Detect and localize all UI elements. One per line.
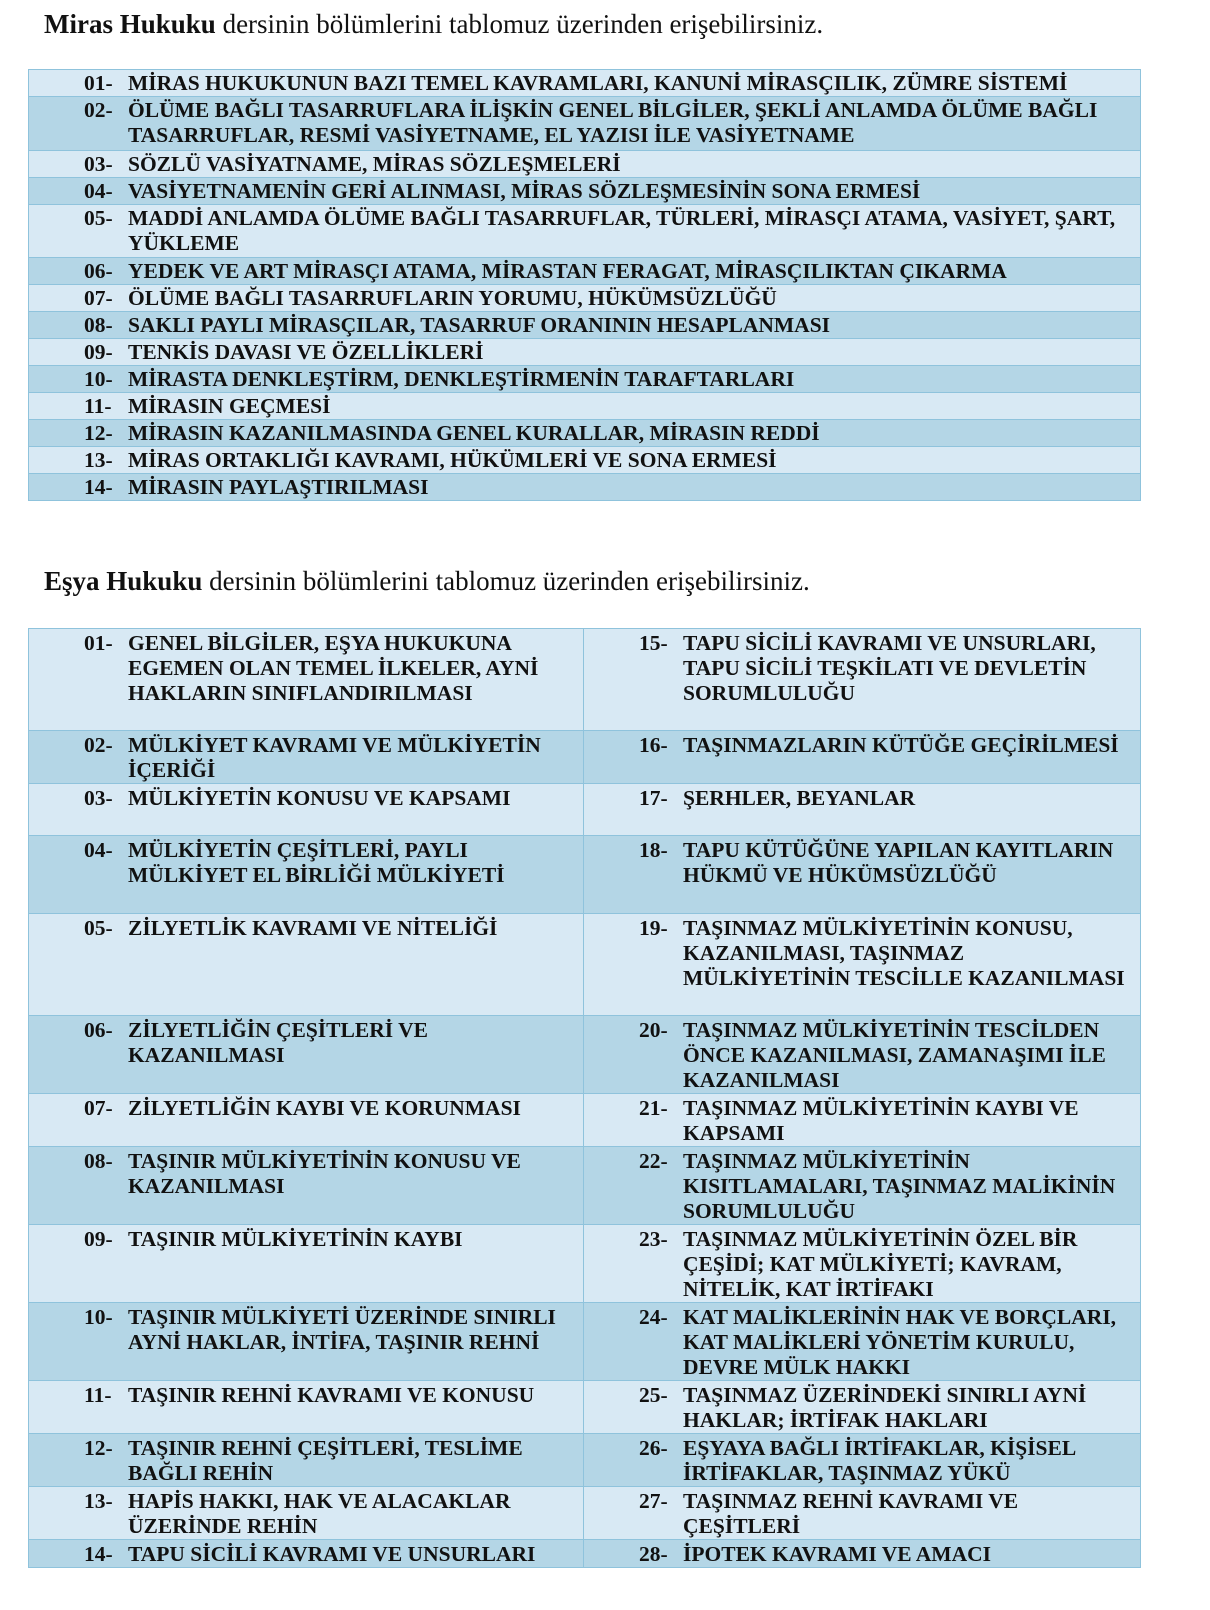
item-title: MİRASIN GEÇMESİ xyxy=(128,394,331,418)
item-number: 04- xyxy=(84,838,113,862)
item-title: TENKİS DAVASI VE ÖZELLİKLERİ xyxy=(128,340,484,364)
item-number: 26- xyxy=(639,1436,668,1460)
item-number: 06- xyxy=(84,1018,113,1042)
esya-item[interactable] xyxy=(29,731,584,784)
item-title: GENEL BİLGİLER, EŞYA HUKUKUNA EGEMEN OLAN TEMEL İLKELER, AYNİ HAKLARIN SINIFLANDIRILMASI xyxy=(128,631,539,705)
esya-contents-table xyxy=(28,628,1141,1568)
esya-item[interactable] xyxy=(584,1016,1141,1094)
item-number: 16- xyxy=(639,733,668,757)
esya-item[interactable] xyxy=(29,1225,584,1303)
esya-item[interactable] xyxy=(584,1094,1141,1147)
item-number: 12- xyxy=(84,1436,113,1460)
item-title: TAPU KÜTÜĞÜNE YAPILAN KAYITLARIN HÜKMÜ VE HÜKÜMSÜZLÜĞÜ xyxy=(683,838,1114,887)
item-title: ÖLÜME BAĞLI TASARRUFLARA İLİŞKİN GENEL BİLGİLER, ŞEKLİ ANLAMDA ÖLÜME BAĞLI TASARRUFLAR, RESMİ VASİYETNAME, EL YAZISI İLE VASİYETNAME xyxy=(128,98,1098,147)
item-number: 24- xyxy=(639,1305,668,1329)
item-title: TAŞINIR REHNİ ÇEŞİTLERİ, TESLİME BAĞLI REHİN xyxy=(128,1436,523,1485)
item-number: 08- xyxy=(84,1149,113,1173)
miras-item[interactable] xyxy=(29,97,1141,151)
item-number: 09- xyxy=(84,1227,113,1251)
item-number: 21- xyxy=(639,1096,668,1120)
item-number: 23- xyxy=(639,1227,668,1251)
esya-item[interactable] xyxy=(29,1487,584,1540)
item-number: 15- xyxy=(639,631,668,655)
item-title: TAŞINIR MÜLKİYETİNİN KAYBI xyxy=(128,1227,463,1251)
item-number: 13- xyxy=(84,1489,113,1513)
item-title: ZİLYETLİĞİN ÇEŞİTLERİ VE KAZANILMASI xyxy=(128,1018,428,1067)
miras-item[interactable] xyxy=(29,70,1141,97)
item-number: 08- xyxy=(84,313,113,337)
item-title: HAPİS HAKKI, HAK VE ALACAKLAR ÜZERİNDE REHİN xyxy=(128,1489,511,1538)
item-title: MÜLKİYET KAVRAMI VE MÜLKİYETİN İÇERİĞİ xyxy=(128,733,541,782)
miras-item[interactable] xyxy=(29,205,1141,258)
item-title: TAŞINMAZ REHNİ KAVRAMI VE ÇEŞİTLERİ xyxy=(683,1489,1019,1538)
item-number: 22- xyxy=(639,1149,668,1173)
item-title: SAKLI PAYLI MİRASÇILAR, TASARRUF ORANININ HESAPLANMASI xyxy=(128,313,831,337)
item-number: 27- xyxy=(639,1489,668,1513)
item-title: ŞERHLER, BEYANLAR xyxy=(683,786,916,810)
item-number: 11- xyxy=(84,394,112,418)
item-number: 12- xyxy=(84,421,113,445)
item-title: MİRASIN PAYLAŞTIRILMASI xyxy=(128,475,429,499)
item-number: 03- xyxy=(84,152,113,176)
item-number: 10- xyxy=(84,367,113,391)
item-title: EŞYAYA BAĞLI İRTİFAKLAR, KİŞİSEL İRTİFAKLAR, TAŞINMAZ YÜKÜ xyxy=(683,1436,1075,1485)
esya-item[interactable] xyxy=(29,1434,584,1487)
item-number: 19- xyxy=(639,916,668,940)
esya-item[interactable] xyxy=(29,629,584,731)
item-title: TAŞINMAZ MÜLKİYETİNİN KAYBI VE KAPSAMI xyxy=(683,1096,1079,1145)
miras-heading-bold: Miras Hukuku xyxy=(44,9,216,39)
esya-heading-rest: dersinin bölümlerini tablomuz üzerinden erişebilirsiniz. xyxy=(202,566,810,596)
miras-heading-rest: dersinin bölümlerini tablomuz üzerinden erişebilirsiniz. xyxy=(215,9,824,39)
esya-item[interactable] xyxy=(584,914,1141,1016)
item-number: 03- xyxy=(84,786,113,810)
esya-item[interactable] xyxy=(584,1434,1141,1487)
item-title: ZİLYETLİK KAVRAMI VE NİTELİĞİ xyxy=(128,916,498,940)
esya-item[interactable] xyxy=(584,836,1141,914)
item-number: 01- xyxy=(84,71,113,95)
item-title: MÜLKİYETİN ÇEŞİTLERİ, PAYLI MÜLKİYET EL BİRLİĞİ MÜLKİYETİ xyxy=(128,838,505,887)
item-number: 20- xyxy=(639,1018,668,1042)
esya-item[interactable] xyxy=(29,1381,584,1434)
item-title: TAŞINMAZ MÜLKİYETİNİN KISITLAMALARI, TAŞINMAZ MALİKİNİN SORUMLULUĞU xyxy=(683,1149,1116,1223)
miras-heading xyxy=(44,8,823,40)
item-title: İPOTEK KAVRAMI VE AMACI xyxy=(683,1542,992,1566)
miras-item[interactable] xyxy=(29,474,1141,501)
miras-contents-table xyxy=(28,69,1141,501)
item-number: 04- xyxy=(84,179,113,203)
esya-item[interactable] xyxy=(29,1094,584,1147)
item-title: YEDEK VE ART MİRASÇI ATAMA, MİRASTAN FERAGAT, MİRASÇILIKTAN ÇIKARMA xyxy=(128,259,1007,283)
item-number: 05- xyxy=(84,916,113,940)
item-title: MİRASIN KAZANILMASINDA GENEL KURALLAR, MİRASIN REDDİ xyxy=(128,421,820,445)
item-number: 07- xyxy=(84,286,113,310)
item-title: MİRAS HUKUKUNUN BAZI TEMEL KAVRAMLARI, KANUNİ MİRASÇILIK, ZÜMRE SİSTEMİ xyxy=(128,71,1068,95)
item-title: SÖZLÜ VASİYATNAME, MİRAS SÖZLEŞMELERİ xyxy=(128,152,621,176)
esya-item[interactable] xyxy=(29,836,584,914)
esya-item[interactable] xyxy=(584,629,1141,731)
esya-heading-bold: Eşya Hukuku xyxy=(44,566,203,596)
item-title: VASİYETNAMENİN GERİ ALINMASI, MİRAS SÖZLEŞMESİNİN SONA ERMESİ xyxy=(128,179,921,203)
item-number: 10- xyxy=(84,1305,113,1329)
item-title: TAŞINMAZ ÜZERİNDEKİ SINIRLI AYNİ HAKLAR; İRTİFAK HAKLARI xyxy=(683,1383,1087,1432)
miras-item[interactable] xyxy=(29,285,1141,312)
esya-item[interactable] xyxy=(584,1381,1141,1434)
esya-heading xyxy=(44,565,810,597)
item-title: TAŞINIR MÜLKİYETİ ÜZERİNDE SINIRLI AYNİ HAKLAR, İNTİFA, TAŞINIR REHNİ xyxy=(128,1305,556,1354)
item-title: MİRAS ORTAKLIĞI KAVRAMI, HÜKÜMLERİ VE SONA ERMESİ xyxy=(128,448,777,472)
item-title: MADDİ ANLAMDA ÖLÜME BAĞLI TASARRUFLAR, TÜRLERİ, MİRASÇI ATAMA, VASİYET, ŞART, YÜKLEME xyxy=(128,206,1116,255)
esya-item[interactable] xyxy=(584,1225,1141,1303)
item-number: 14- xyxy=(84,475,113,499)
item-number: 14- xyxy=(84,1542,113,1566)
item-title: TAŞINMAZLARIN KÜTÜĞE GEÇİRİLMESİ xyxy=(683,733,1119,757)
esya-item[interactable] xyxy=(584,1487,1141,1540)
item-title: TAPU SİCİLİ KAVRAMI VE UNSURLARI xyxy=(128,1542,536,1566)
miras-item[interactable] xyxy=(29,339,1141,366)
item-title: MİRASTA DENKLEŞTİRM, DENKLEŞTİRMENİN TARAFTARLARI xyxy=(128,367,795,391)
esya-item[interactable] xyxy=(29,1016,584,1094)
esya-item[interactable] xyxy=(29,1147,584,1225)
item-title: TAŞINIR MÜLKİYETİNİN KONUSU VE KAZANILMASI xyxy=(128,1149,521,1198)
miras-item[interactable] xyxy=(29,393,1141,420)
miras-item[interactable] xyxy=(29,258,1141,285)
item-title: TAŞINIR REHNİ KAVRAMI VE KONUSU xyxy=(128,1383,535,1407)
item-number: 25- xyxy=(639,1383,668,1407)
item-title: ZİLYETLİĞİN KAYBI VE KORUNMASI xyxy=(128,1096,521,1120)
item-title: TAPU SİCİLİ KAVRAMI VE UNSURLARI, TAPU SİCİLİ TEŞKİLATI VE DEVLETİN SORUMLULUĞU xyxy=(683,631,1096,705)
item-title: TAŞINMAZ MÜLKİYETİNİN KONUSU, KAZANILMASI, TAŞINMAZ MÜLKİYETİNİN TESCİLLE KAZANILMASI xyxy=(683,916,1125,990)
miras-item[interactable] xyxy=(29,447,1141,474)
item-title: TAŞINMAZ MÜLKİYETİNİN ÖZEL BİR ÇEŞİDİ; KAT MÜLKİYETİ; KAVRAM, NİTELİK, KAT İRTİFAKI xyxy=(683,1227,1078,1301)
item-title: KAT MALİKLERİNİN HAK VE BORÇLARI, KAT MALİKLERİ YÖNETİM KURULU, DEVRE MÜLK HAKKI xyxy=(683,1305,1117,1379)
miras-item[interactable] xyxy=(29,151,1141,178)
esya-item[interactable] xyxy=(584,1303,1141,1381)
item-number: 05- xyxy=(84,206,113,230)
esya-item[interactable] xyxy=(584,731,1141,784)
esya-item[interactable] xyxy=(29,1303,584,1381)
miras-item[interactable] xyxy=(29,420,1141,447)
item-title: ÖLÜME BAĞLI TASARRUFLARIN YORUMU, HÜKÜMSÜZLÜĞÜ xyxy=(128,286,777,310)
item-number: 06- xyxy=(84,259,113,283)
item-number: 11- xyxy=(84,1383,112,1407)
item-number: 28- xyxy=(639,1542,668,1566)
item-number: 02- xyxy=(84,98,113,122)
item-title: TAŞINMAZ MÜLKİYETİNİN TESCİLDEN ÖNCE KAZANILMASI, ZAMANAŞIMI İLE KAZANILMASI xyxy=(683,1018,1106,1092)
item-number: 13- xyxy=(84,448,113,472)
item-number: 07- xyxy=(84,1096,113,1120)
esya-item[interactable] xyxy=(29,1540,584,1568)
item-number: 17- xyxy=(639,786,668,810)
esya-item[interactable] xyxy=(584,784,1141,836)
item-number: 01- xyxy=(84,631,113,655)
item-number: 09- xyxy=(84,340,113,364)
esya-item[interactable] xyxy=(29,784,584,836)
item-number: 02- xyxy=(84,733,113,757)
esya-item[interactable] xyxy=(584,1540,1141,1568)
esya-item[interactable] xyxy=(584,1147,1141,1225)
miras-item[interactable] xyxy=(29,312,1141,339)
esya-item[interactable] xyxy=(29,914,584,1016)
item-number: 18- xyxy=(639,838,668,862)
miras-item[interactable] xyxy=(29,366,1141,393)
miras-item[interactable] xyxy=(29,178,1141,205)
item-title: MÜLKİYETİN KONUSU VE KAPSAMI xyxy=(128,786,511,810)
